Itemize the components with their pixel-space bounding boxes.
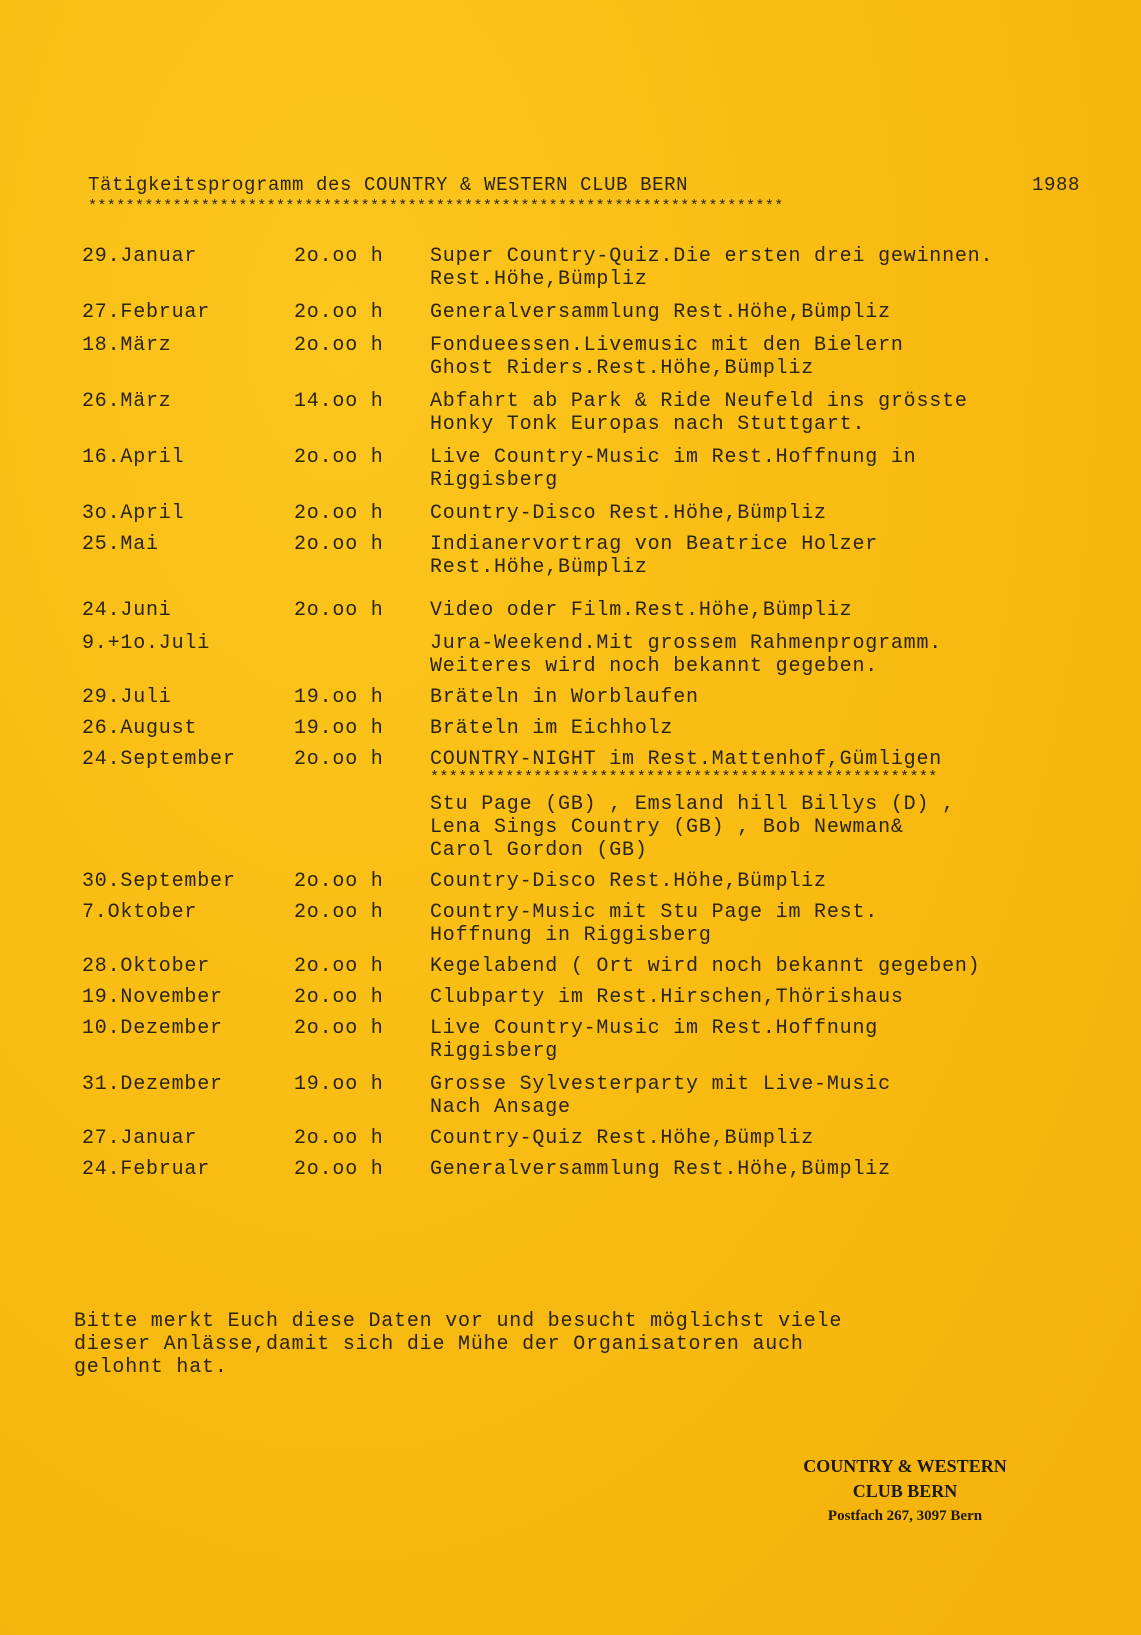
closing-note: Bitte merkt Euch diese Daten vor und besucht möglichst viele dieser Anlässe,damit sich die Mühe der Organisatoren auch gelohnt hat. (74, 1310, 843, 1379)
event-row (82, 1158, 1082, 1181)
event-row (82, 390, 1082, 436)
event-description: Super Country-Quiz.Die ersten drei gewinnen. Rest.Höhe,Bümpliz (430, 245, 994, 291)
event-date: 25.Mai (82, 533, 159, 556)
event-description-block (430, 986, 1082, 1009)
event-description: Bräteln im Eichholz (430, 717, 674, 740)
event-row (82, 1017, 1082, 1063)
event-date: 27.Januar (82, 1127, 198, 1150)
event-description-block (430, 301, 1082, 324)
event-description-block (430, 1127, 1082, 1150)
event-date: 24.Februar (82, 1158, 211, 1181)
event-description-block (430, 632, 1082, 678)
event-row (82, 1127, 1082, 1150)
event-row (82, 502, 1082, 525)
event-row (82, 632, 1082, 678)
event-time: 2o.oo h (294, 301, 384, 324)
event-description: Country-Disco Rest.Höhe,Bümpliz (430, 502, 827, 525)
event-description-block (430, 717, 1082, 740)
event-row (82, 599, 1082, 622)
event-description: Live Country-Music im Rest.Hoffnung in Riggisberg (430, 446, 917, 492)
event-date: 18.März (82, 334, 172, 357)
event-time: 2o.oo h (294, 502, 384, 525)
event-description: Country-Music mit Stu Page im Rest. Hoffnung in Riggisberg (430, 901, 879, 947)
stamp-line-1: COUNTRY & WESTERN (803, 1456, 1007, 1476)
event-date: 9.+1o.Juli (82, 632, 211, 655)
event-date: 16.April (82, 446, 185, 469)
event-row (82, 901, 1082, 947)
event-row (82, 748, 1082, 862)
event-date: 26.August (82, 717, 198, 740)
year: 1988 (1031, 174, 1080, 196)
event-description: Jura-Weekend.Mit grossem Rahmenprogramm. Weiteres wird noch bekannt gegeben. (430, 632, 943, 678)
event-time: 2o.oo h (294, 1017, 384, 1040)
event-date: 10.Dezember (82, 1017, 223, 1040)
event-time: 2o.oo h (294, 986, 384, 1009)
event-time: 2o.oo h (294, 334, 384, 357)
event-date: 29.Januar (82, 245, 198, 268)
event-time: 2o.oo h (294, 748, 384, 771)
event-date: 19.November (82, 986, 223, 1009)
event-time: 19.oo h (294, 686, 384, 709)
event-time: 2o.oo h (294, 599, 384, 622)
event-date: 24.September (82, 748, 236, 771)
event-row (82, 955, 1082, 978)
event-time: 2o.oo h (294, 870, 384, 893)
event-description: Fondueessen.Livemusic mit den Bielern Ghost Riders.Rest.Höhe,Bümpliz (430, 334, 904, 380)
event-description: Indianervortrag von Beatrice Holzer Rest.Höhe,Bümpliz (430, 533, 879, 579)
title-divider: ************************************************************************** (88, 198, 784, 215)
event-time: 2o.oo h (294, 245, 384, 268)
highlight-divider: ****************************************************** (430, 769, 938, 786)
stamp-address: Postfach 267, 3097 Bern (827, 1508, 983, 1524)
event-description-block (430, 955, 1082, 978)
event-row (82, 686, 1082, 709)
event-description-block (430, 1017, 1082, 1063)
event-time: 2o.oo h (294, 446, 384, 469)
event-row (82, 301, 1082, 324)
event-description: Kegelabend ( Ort wird noch bekannt gegeben) (430, 955, 981, 978)
event-description-block (430, 502, 1082, 525)
event-description: Video oder Film.Rest.Höhe,Bümpliz (430, 599, 853, 622)
event-time: 2o.oo h (294, 1158, 384, 1181)
event-description: Abfahrt ab Park & Ride Neufeld ins grösste Honky Tonk Europas nach Stuttgart. (430, 390, 968, 436)
event-description: Generalversammlung Rest.Höhe,Bümpliz (430, 301, 891, 324)
event-description: Country-Disco Rest.Höhe,Bümpliz (430, 870, 827, 893)
event-date: 30.September (82, 870, 236, 893)
event-description-block (430, 245, 1082, 291)
event-date: 7.Oktober (82, 901, 198, 924)
event-description-block (430, 748, 1082, 862)
event-lineup: Stu Page (GB) , Emsland hill Billys (D) , Lena Sings Country (GB) , Bob Newman& Carol Gordon (GB) (430, 793, 955, 862)
event-row (82, 533, 1082, 579)
event-time: 19.oo h (294, 1073, 384, 1096)
event-time: 2o.oo h (294, 1127, 384, 1150)
event-row (82, 334, 1082, 380)
event-time: 14.oo h (294, 390, 384, 413)
event-description-block (430, 901, 1082, 947)
event-description-block (430, 1158, 1082, 1181)
page-title (88, 174, 1080, 196)
event-row (82, 1073, 1082, 1119)
event-description-block (430, 599, 1082, 622)
event-description: Country-Quiz Rest.Höhe,Bümpliz (430, 1127, 815, 1150)
event-row (82, 245, 1082, 291)
event-description: Grosse Sylvesterparty mit Live-Music Nach Ansage (430, 1073, 891, 1119)
event-row (82, 717, 1082, 740)
event-description-block (430, 870, 1082, 893)
event-date: 26.März (82, 390, 172, 413)
event-description-block (430, 446, 1082, 492)
event-description: Generalversammlung Rest.Höhe,Bümpliz (430, 1158, 891, 1181)
event-description: COUNTRY-NIGHT im Rest.Mattenhof,Gümligen (430, 748, 943, 771)
event-time: 2o.oo h (294, 955, 384, 978)
event-description-block (430, 533, 1082, 579)
event-row (82, 446, 1082, 492)
event-description-block (430, 390, 1082, 436)
event-time: 19.oo h (294, 717, 384, 740)
event-description-block (430, 334, 1082, 380)
event-description-block (430, 686, 1082, 709)
stamp-line-2: CLUB BERN (852, 1481, 958, 1501)
event-description: Clubparty im Rest.Hirschen,Thörishaus (430, 986, 904, 1009)
event-row (82, 870, 1082, 893)
event-description-block (430, 1073, 1082, 1119)
club-stamp (780, 1454, 1030, 1529)
event-date: 27.Februar (82, 301, 211, 324)
event-schedule (82, 245, 1082, 1189)
event-row (82, 986, 1082, 1009)
title-text: Tätigkeitsprogramm des COUNTRY & WESTERN CLUB BERN (88, 174, 689, 196)
event-description: Bräteln in Worblaufen (430, 686, 699, 709)
event-time: 2o.oo h (294, 533, 384, 556)
event-date: 29.Juli (82, 686, 172, 709)
event-time: 2o.oo h (294, 901, 384, 924)
event-date: 3o.April (82, 502, 185, 525)
event-date: 31.Dezember (82, 1073, 223, 1096)
event-description: Live Country-Music im Rest.Hoffnung Riggisberg (430, 1017, 879, 1063)
event-date: 24.Juni (82, 599, 172, 622)
event-date: 28.Oktober (82, 955, 211, 978)
